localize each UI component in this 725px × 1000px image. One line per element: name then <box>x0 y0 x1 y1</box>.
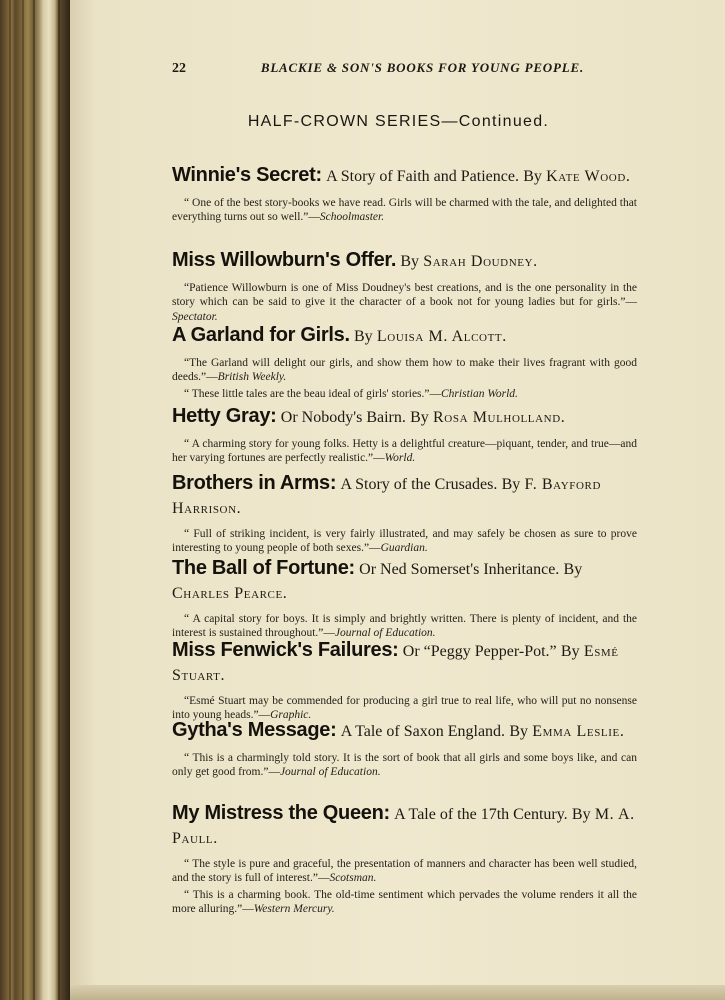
review-text: “ A capital story for boys. It is simply and brightly written. There is plenty of incident, and the interest is sustained throughout.”— <box>172 612 637 640</box>
by-label: By <box>523 168 542 185</box>
review-text: “Patience Willowburn is one of Miss Doudney's best creations, and is the one personality in the story which can be said to give it the character of a book not for young ladies but for girls.”— <box>172 282 637 309</box>
book-binding-edge <box>0 0 70 1000</box>
book-title: Hetty Gray: <box>172 405 277 427</box>
book-heading <box>172 637 637 687</box>
book-entry <box>172 322 637 401</box>
by-label: By <box>563 561 583 578</box>
page-bottom-edge <box>70 985 725 1000</box>
review-source: Western Mercury. <box>253 903 335 916</box>
by-label: By <box>509 723 528 740</box>
review-text: “ A charming story for young folks. Hetty is a delightful creature—piquant, tender, and true—and her varying fortunes are perfectly realistic.”— <box>172 438 637 465</box>
book-heading <box>172 800 637 850</box>
review-quote <box>172 751 637 780</box>
book-title: Winnie's Secret: <box>172 164 322 186</box>
book-subtitle: A Story of the Crusades. <box>340 476 498 493</box>
running-header <box>172 60 584 77</box>
review-source: Graphic. <box>270 709 312 722</box>
book-author: Louisa M. Alcott. <box>376 328 507 345</box>
book-entry <box>172 247 637 324</box>
by-label: By <box>354 328 373 345</box>
book-entry <box>172 800 637 916</box>
book-author: Charles Pearce. <box>172 585 288 602</box>
review-text: “ Full of striking incident, is very fairly illustrated, and may safely be chosen as sure to prove interesting to young people of both sexes.”— <box>172 527 637 555</box>
book-author: F. Bayford Harrison. <box>172 476 601 517</box>
review-text: “ This is a charmingly told story. It is the sort of book that all girls and some boys like, and can only get good from.”— <box>172 752 637 779</box>
running-title: BLACKIE & SON'S BOOKS FOR YOUNG PEOPLE. <box>260 60 584 75</box>
review-source: British Weekly. <box>217 371 287 384</box>
book-entry <box>172 637 637 723</box>
book-heading <box>172 555 637 605</box>
by-label: By <box>501 476 521 493</box>
review-quote <box>172 888 637 917</box>
review-source: World. <box>384 452 416 465</box>
review-quote <box>172 196 637 225</box>
book-entry <box>172 555 637 641</box>
review-quote <box>172 387 637 401</box>
book-subtitle: A Tale of the 17th Century. <box>394 806 568 823</box>
book-title: Gytha's Message: <box>172 719 337 741</box>
review-quote <box>172 857 637 886</box>
book-author: M. A. Paull. <box>172 806 635 847</box>
by-label: By <box>560 643 580 660</box>
book-author: Sarah Doudney. <box>423 253 538 270</box>
by-label: By <box>410 409 429 426</box>
review-source: Spectator. <box>172 310 218 323</box>
review-text: “The Garland will delight our girls, and show them how to make their lives fragrant with good deeds.”— <box>172 357 637 384</box>
book-entry <box>172 162 637 225</box>
book-title: Brothers in Arms: <box>172 472 337 494</box>
by-label: By <box>571 806 591 823</box>
book-entry <box>172 470 637 556</box>
book-author: Emma Leslie. <box>532 723 625 740</box>
review-text: “ One of the best story-books we have read. Girls will be charmed with the tale, and delighted that everything turns out so well.”— <box>172 197 637 224</box>
book-title: Miss Willowburn's Offer. <box>172 249 397 271</box>
book-heading <box>172 470 637 520</box>
review-source: Schoolmaster. <box>319 211 385 224</box>
book-title: Miss Fenwick's Failures: <box>172 639 399 661</box>
book-author: Esmé Stuart. <box>172 643 619 684</box>
book-heading <box>172 717 637 744</box>
book-subtitle: A Story of Faith and Patience. <box>326 168 519 185</box>
review-text: “ This is a charming book. The old-time sentiment which pervades the volume renders it all the more alluring.”— <box>172 888 637 916</box>
by-label: By <box>400 253 419 270</box>
book-entry <box>172 403 637 466</box>
series-heading: HALF-CROWN SERIES—Continued. <box>247 113 550 130</box>
review-quote <box>172 281 637 324</box>
book-title: The Ball of Fortune: <box>172 557 355 579</box>
book-author: Rosa Mulholland. <box>433 409 566 426</box>
book-title: A Garland for Girls. <box>172 324 350 346</box>
book-subtitle: A Tale of Saxon England. <box>340 723 506 740</box>
book-heading <box>172 247 637 274</box>
review-source: Journal of Education. <box>279 766 381 779</box>
review-source: Scotsman. <box>329 872 377 885</box>
book-entry <box>172 717 637 780</box>
review-text: “ These little tales are the beau ideal of girls' stories.”— <box>184 387 442 400</box>
book-heading <box>172 322 637 349</box>
review-text: “Esmé Stuart may be commended for producing a girl true to real life, who will put no nonsense into young heads.”— <box>172 694 637 722</box>
book-author: Kate Wood. <box>546 168 631 185</box>
book-subtitle: Or “Peggy Pepper-Pot.” <box>402 643 557 660</box>
book-subtitle: Or Ned Somerset's Inheritance. <box>359 561 560 578</box>
review-quote <box>172 356 637 385</box>
book-subtitle: Or Nobody's Bairn. <box>280 409 406 426</box>
book-heading <box>172 403 637 430</box>
page-number: 22 <box>172 61 186 76</box>
book-heading <box>172 162 637 189</box>
review-source: Guardian. <box>380 542 428 555</box>
review-quote <box>172 527 637 556</box>
review-quote <box>172 437 637 466</box>
review-text: “ The style is pure and graceful, the presentation of manners and character has been well studied, and the story is full of interest.”— <box>172 857 637 885</box>
review-source: Journal of Education. <box>334 627 436 640</box>
book-title: My Mistress the Queen: <box>172 802 390 824</box>
review-source: Christian World. <box>441 387 518 400</box>
